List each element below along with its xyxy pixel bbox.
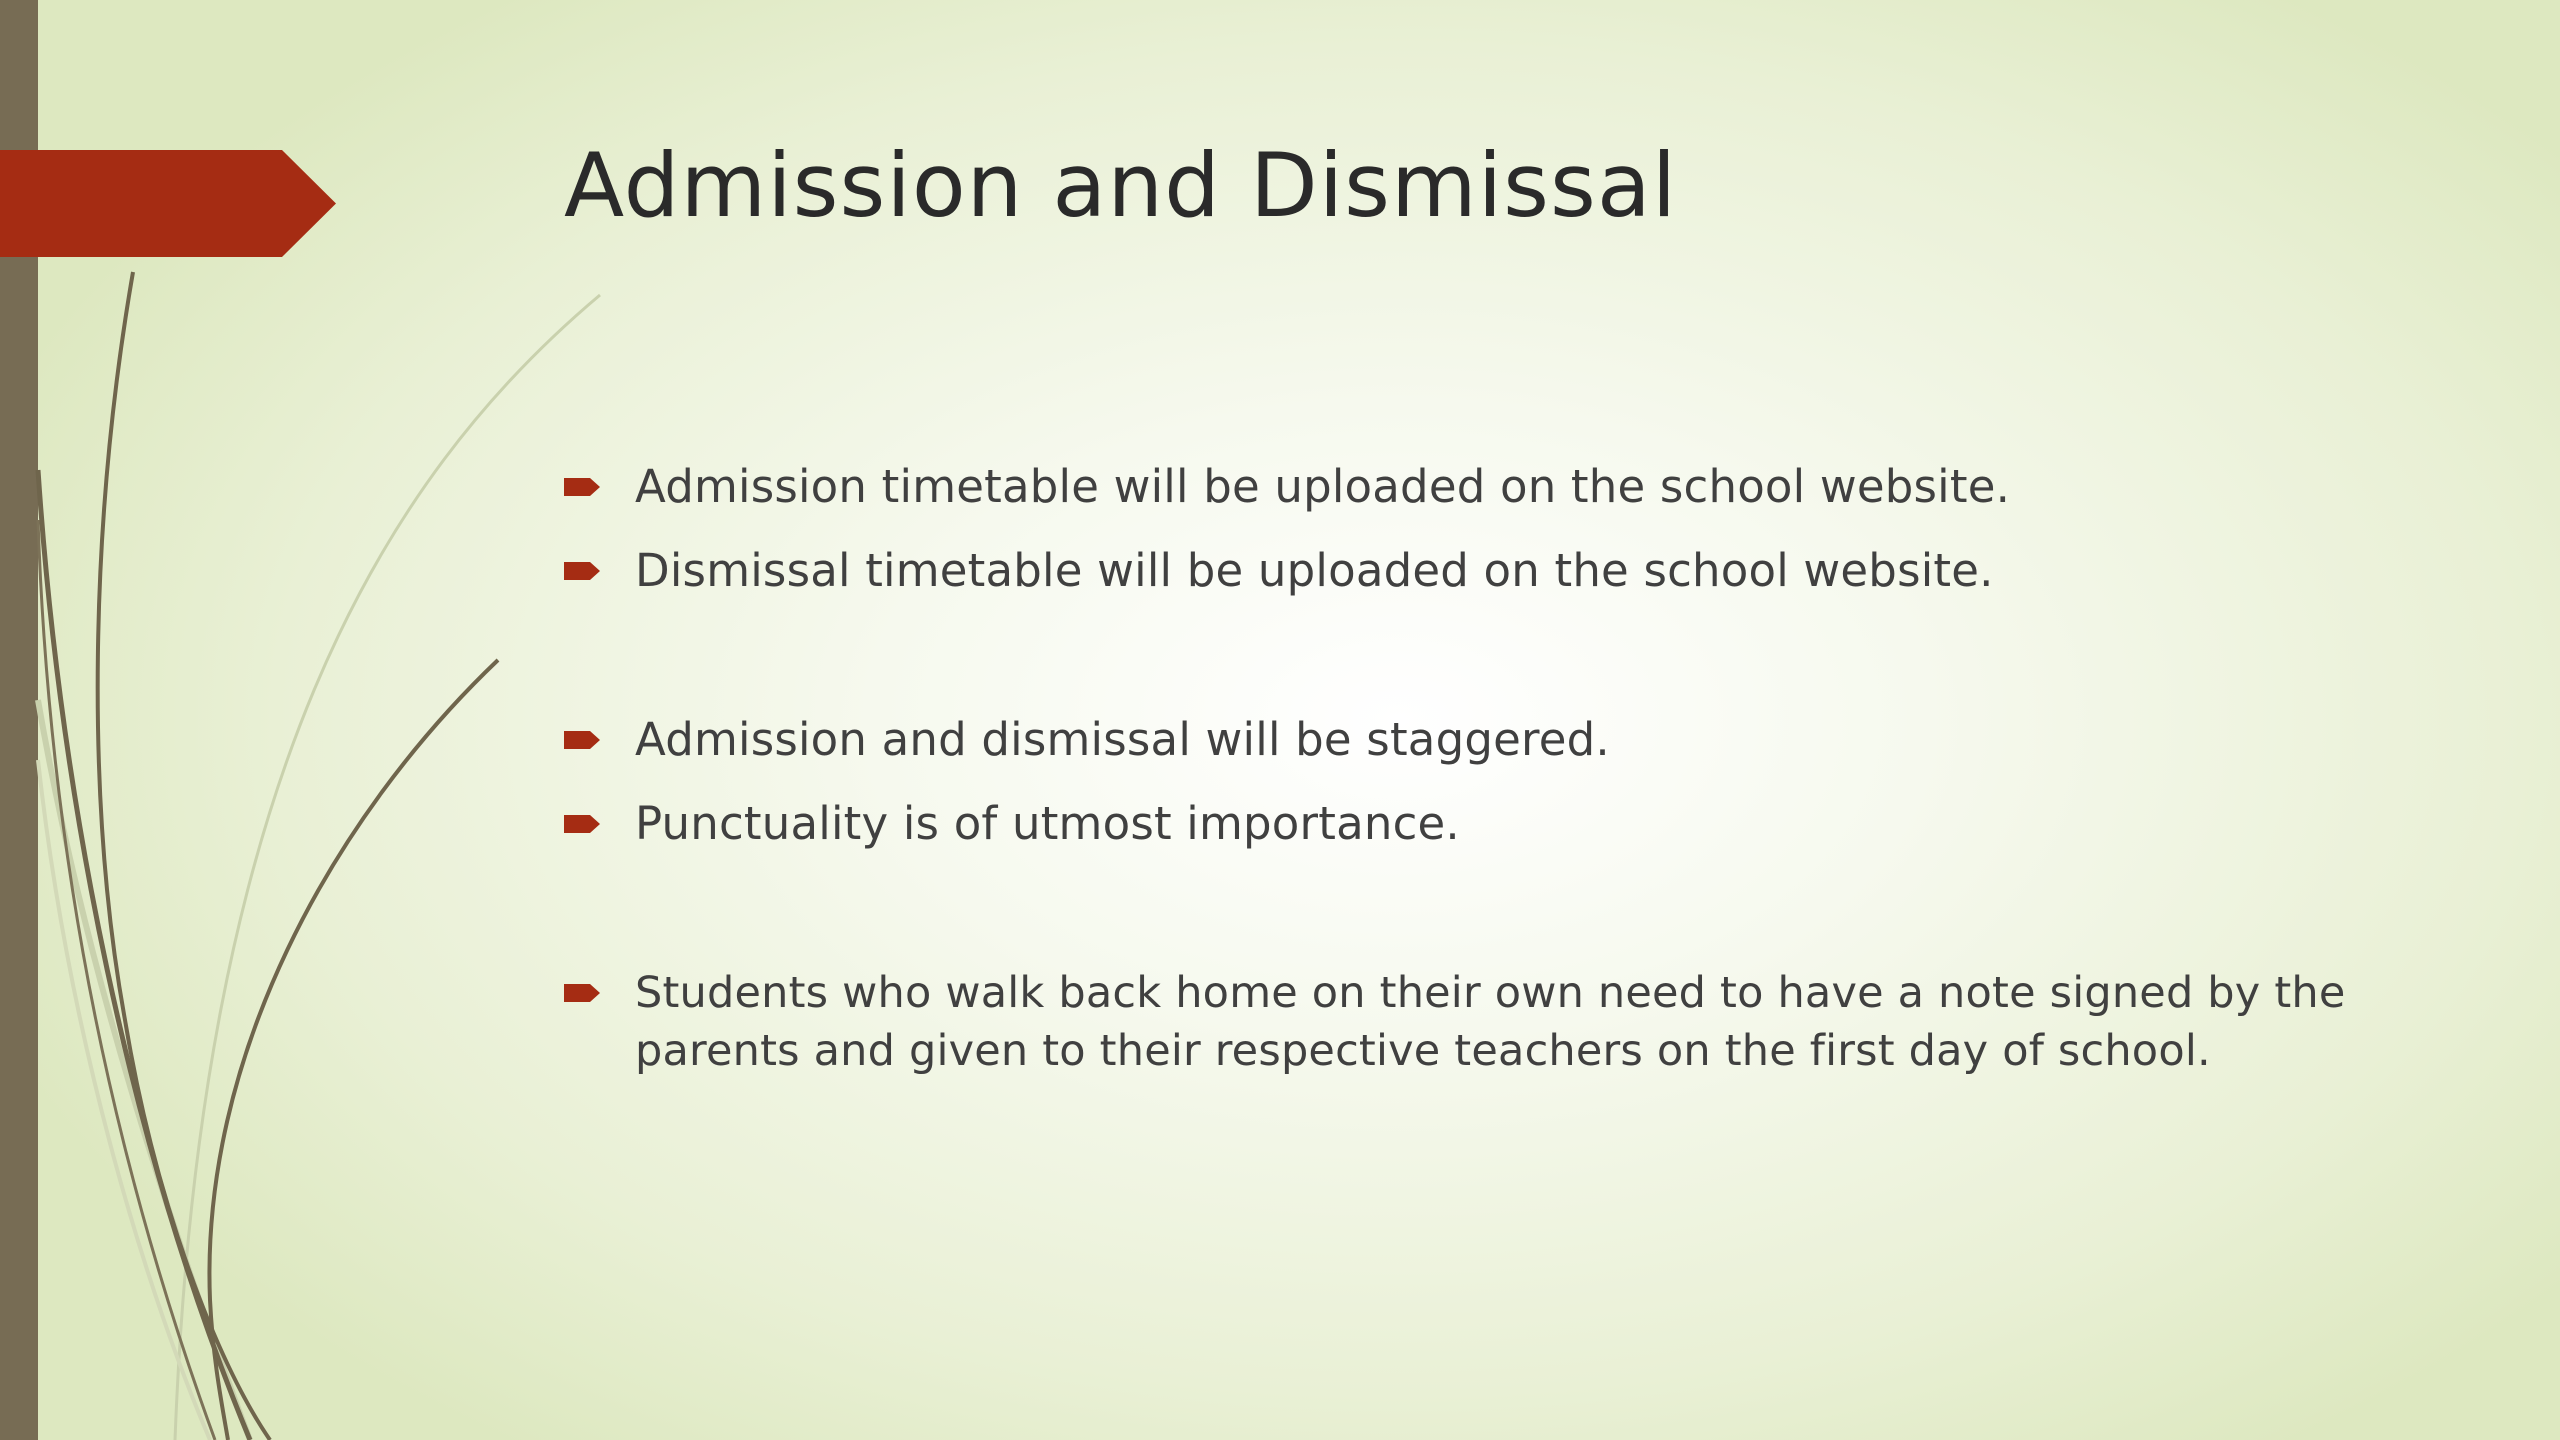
arrow-bullet-icon <box>564 560 600 582</box>
bullet-item <box>564 711 2404 769</box>
stem-light-1 <box>175 295 600 1440</box>
arrow-bullet-icon <box>564 982 600 1004</box>
bullet-text: Dismissal timetable will be uploaded on the school website. <box>635 544 1994 597</box>
bullet-item <box>564 458 2404 516</box>
stem-dark-3 <box>209 660 498 1440</box>
arrow-bullet-icon <box>564 729 600 751</box>
bullet-item <box>564 964 2404 1080</box>
bullet-item <box>564 795 2404 853</box>
arrow-bullet-icon <box>564 476 600 498</box>
stem-light-3 <box>38 760 210 1440</box>
stem-dark-2 <box>38 470 250 1440</box>
bullet-text: Admission and dismissal will be staggered. <box>635 713 1610 766</box>
slide-title: Admission and Dismissal <box>564 134 1678 237</box>
bullet-text: Students who walk back home on their own need to have a note signed by the parents and given to their respective teachers on the first day of school. <box>635 968 2346 1076</box>
bullet-list <box>564 0 2404 1440</box>
stem-dark-4 <box>38 520 215 1440</box>
bullet-text: Punctuality is of utmost importance. <box>635 797 1460 850</box>
stem-light-2 <box>38 700 250 1440</box>
arrow-bullet-icon <box>564 813 600 835</box>
bullet-text: Admission timetable will be uploaded on the school website. <box>635 460 2011 513</box>
bullet-item <box>564 542 2404 600</box>
title-marker-shape <box>0 150 336 257</box>
